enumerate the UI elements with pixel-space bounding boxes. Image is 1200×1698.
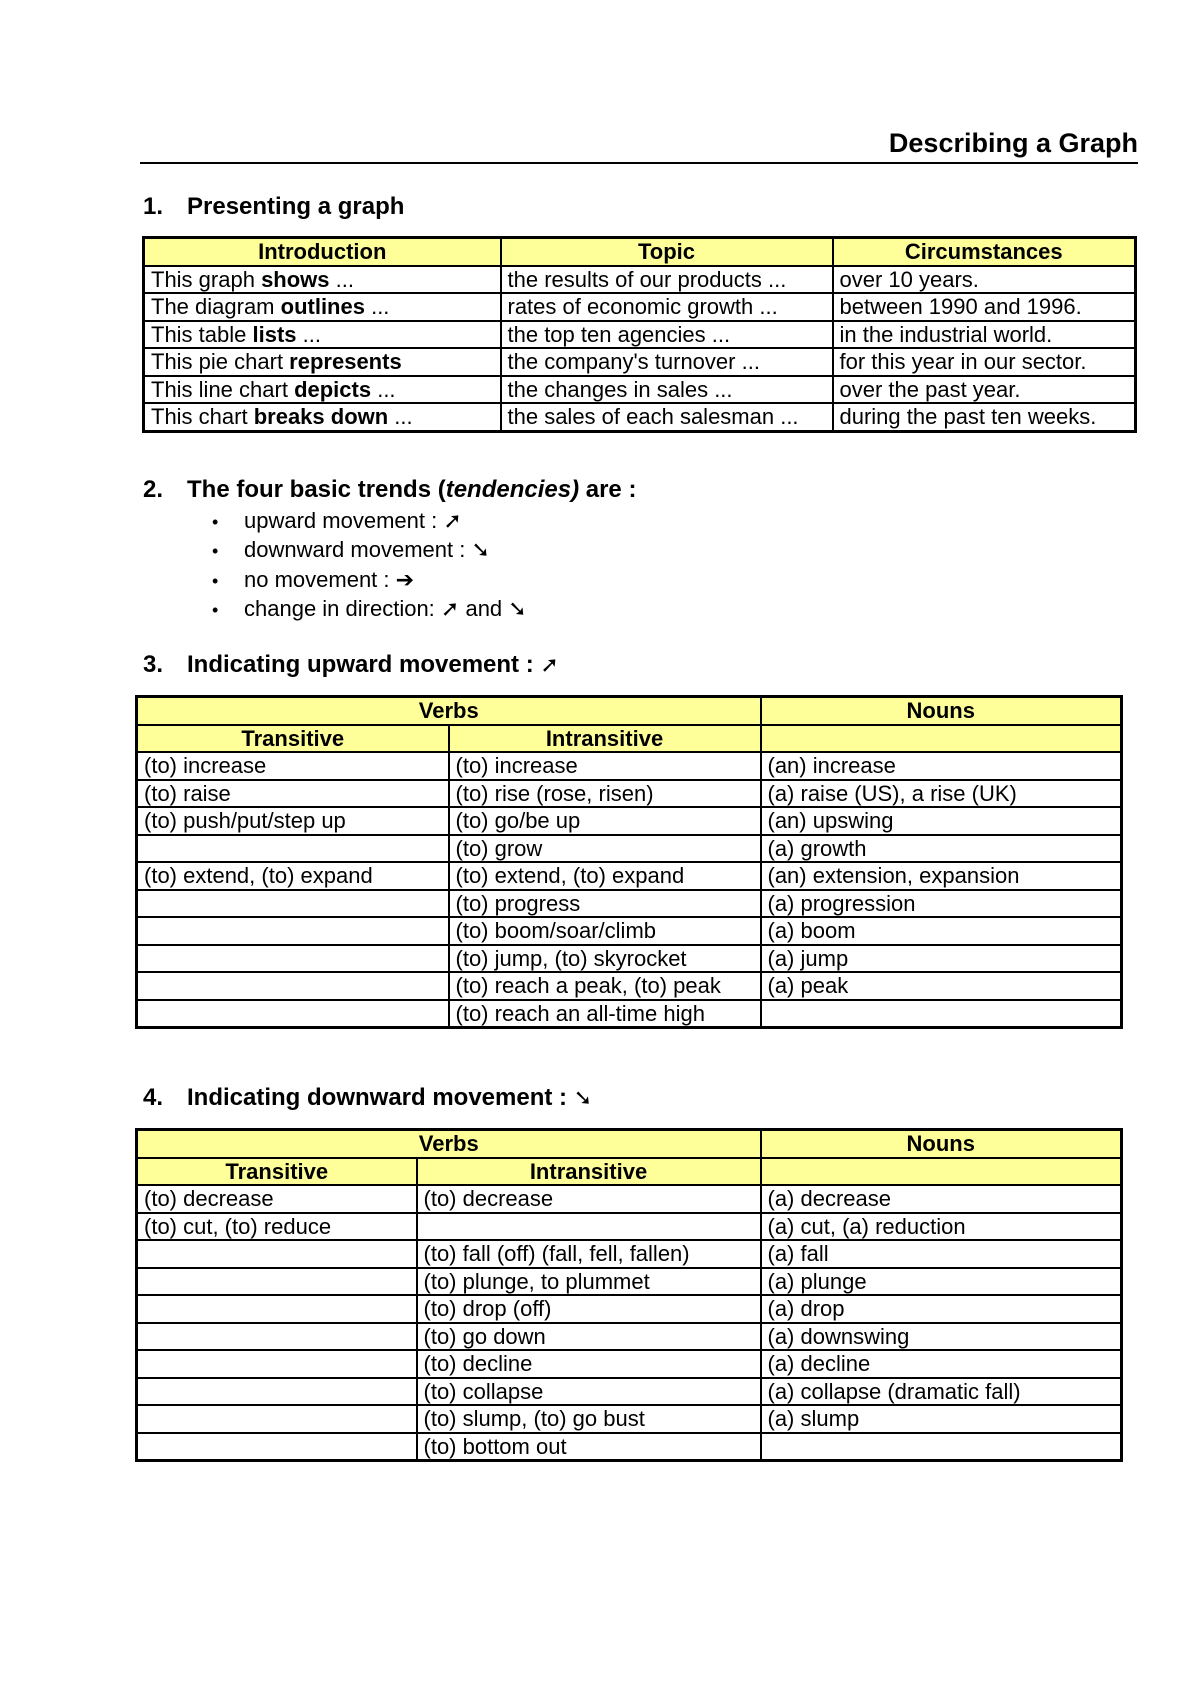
downward-movement-table (135, 1128, 1123, 1462)
list-item (212, 565, 527, 594)
noun-cell: (a) drop (761, 1295, 1122, 1323)
intro-text: This table (151, 321, 253, 347)
intransitive-cell: (to) plunge, to plummet (417, 1268, 761, 1296)
intransitive-cell (417, 1213, 761, 1241)
transitive-cell (137, 1323, 417, 1351)
nouns-header: Nouns (761, 697, 1122, 725)
table-row (137, 1433, 1122, 1461)
bullet-icon: • (212, 541, 219, 562)
circumstances-cell: during the past ten weeks. (833, 403, 1136, 431)
noun-cell: (a) collapse (dramatic fall) (761, 1378, 1122, 1406)
transitive-cell (137, 1433, 417, 1461)
table-row (144, 293, 1136, 321)
transitive-cell (137, 1378, 417, 1406)
transitive-cell (137, 945, 449, 973)
table-row (137, 780, 1122, 808)
list-item (212, 594, 527, 623)
section-number: 2. (143, 476, 164, 503)
table-row (144, 376, 1136, 404)
transitive-cell (137, 1268, 417, 1296)
table-row (137, 1350, 1122, 1378)
intro-text: This line chart (151, 376, 295, 402)
transitive-cell (137, 1405, 417, 1433)
intro-ellipsis: ... (296, 321, 321, 347)
table-row (137, 917, 1122, 945)
down-arrow-icon: ➘ (573, 1086, 593, 1111)
verbs-header: Verbs (137, 1130, 761, 1158)
intro-text: This chart (151, 404, 254, 430)
section-number: 1. (143, 193, 164, 220)
table-header-row (137, 1130, 1122, 1158)
table-row (137, 1323, 1122, 1351)
empty-header-cell (761, 1158, 1122, 1186)
noun-cell: (a) boom (761, 917, 1122, 945)
table-subheader-row (137, 1158, 1122, 1186)
transitive-cell (137, 972, 449, 1000)
trend-arrow-icon: ➘ (508, 596, 527, 622)
table-row (137, 835, 1122, 863)
transitive-cell (137, 1350, 417, 1378)
bullet-icon: • (212, 570, 219, 591)
table-row (137, 1000, 1122, 1028)
intro-text: This graph (151, 266, 262, 292)
transitive-cell (137, 1295, 417, 1323)
noun-cell: (a) decline (761, 1350, 1122, 1378)
verbs-header: Verbs (137, 697, 761, 725)
circumstances-cell: over 10 years. (833, 266, 1136, 294)
section-number: 4. (143, 1084, 164, 1111)
intro-cell (144, 376, 501, 404)
transitive-cell: (to) extend, (to) expand (137, 862, 449, 890)
noun-cell (761, 1000, 1122, 1028)
trend-text: upward movement : (244, 508, 444, 533)
circumstances-cell: over the past year. (833, 376, 1136, 404)
intro-verb: lists (252, 321, 297, 347)
circumstances-cell: between 1990 and 1996. (833, 293, 1136, 321)
table-row (137, 862, 1122, 890)
section-title-italic: tendencies) (445, 476, 580, 503)
section-title: Indicating upward movement : (187, 651, 541, 678)
section-3-heading (143, 651, 559, 679)
trend-text: downward movement : (244, 537, 472, 563)
col-header-introduction: Introduction (144, 238, 501, 266)
trend-arrow-icon: ➘ (471, 538, 490, 564)
intransitive-cell: (to) decline (417, 1350, 761, 1378)
circumstances-cell: in the industrial world. (833, 321, 1136, 349)
intransitive-cell: (to) increase (449, 752, 761, 780)
topic-cell: the top ten agencies ... (501, 321, 833, 349)
topic-cell: the company's turnover ... (501, 348, 833, 376)
transitive-cell (137, 890, 449, 918)
intro-ellipsis: ... (364, 294, 390, 320)
empty-header-cell (761, 725, 1122, 753)
intransitive-cell: (to) reach a peak, (to) peak (449, 972, 761, 1000)
table-row (144, 403, 1136, 431)
section-2-heading (143, 476, 636, 504)
transitive-header: Transitive (137, 725, 449, 753)
intro-text: This pie chart (151, 349, 290, 375)
trend-list (212, 506, 527, 623)
intransitive-header: Intransitive (417, 1158, 761, 1186)
list-item (212, 506, 527, 535)
intro-cell (144, 293, 501, 321)
table-row (137, 1240, 1122, 1268)
intransitive-cell: (to) reach an all-time high (449, 1000, 761, 1028)
intransitive-cell: (to) rise (rose, risen) (449, 780, 761, 808)
noun-cell: (an) upswing (761, 807, 1122, 835)
transitive-cell: (to) decrease (137, 1185, 417, 1213)
transitive-cell (137, 835, 449, 863)
intro-verb: shows (261, 266, 330, 292)
table-row (137, 890, 1122, 918)
transitive-cell (137, 917, 449, 945)
intro-cell (144, 266, 501, 294)
circumstances-cell: for this year in our sector. (833, 348, 1136, 376)
intransitive-cell: (to) boom/soar/climb (449, 917, 761, 945)
intransitive-cell: (to) fall (off) (fall, fell, fallen) (417, 1240, 761, 1268)
transitive-cell: (to) raise (137, 780, 449, 808)
trend-arrow-icon: ➚ (440, 596, 460, 622)
table-row (137, 1185, 1122, 1213)
noun-cell (761, 1433, 1122, 1461)
noun-cell: (a) progression (761, 890, 1122, 918)
table-row (137, 1213, 1122, 1241)
transitive-header: Transitive (137, 1158, 417, 1186)
noun-cell: (a) peak (761, 972, 1122, 1000)
table-row (137, 1295, 1122, 1323)
intransitive-cell: (to) go down (417, 1323, 761, 1351)
trend-arrow-icon: ➔ (395, 567, 415, 593)
table-row (137, 807, 1122, 835)
intransitive-cell: (to) drop (off) (417, 1295, 761, 1323)
intro-verb: represents (289, 349, 402, 375)
title-underline (140, 162, 1138, 164)
bullet-icon: • (212, 512, 219, 532)
table-row (144, 348, 1136, 376)
topic-cell: rates of economic growth ... (501, 293, 833, 321)
presenting-graph-table (142, 236, 1137, 433)
intransitive-cell: (to) go/be up (449, 807, 761, 835)
noun-cell: (a) cut, (a) reduction (761, 1213, 1122, 1241)
section-title-part: The four basic trends ( (187, 476, 446, 503)
transitive-cell (137, 1000, 449, 1028)
intro-verb: breaks down (253, 404, 389, 430)
intro-ellipsis: ... (388, 404, 413, 430)
transitive-cell: (to) cut, (to) reduce (137, 1213, 417, 1241)
intransitive-cell: (to) grow (449, 835, 761, 863)
intransitive-cell: (to) decrease (417, 1185, 761, 1213)
section-1-heading (143, 193, 404, 221)
topic-cell: the results of our products ... (501, 266, 833, 294)
topic-cell: the sales of each salesman ... (501, 403, 833, 431)
transitive-cell: (to) push/put/step up (137, 807, 449, 835)
topic-cell: the changes in sales ... (501, 376, 833, 404)
col-header-circumstances: Circumstances (833, 238, 1136, 266)
up-arrow-icon: ➚ (540, 653, 559, 678)
intro-text: The diagram (151, 294, 281, 320)
table-row (144, 321, 1136, 349)
intro-ellipsis: ... (371, 376, 396, 402)
trend-arrow-icon: ➚ (443, 509, 462, 534)
document-title: Describing a Graph (888, 128, 1138, 158)
section-title: Indicating downward movement : (187, 1084, 574, 1111)
noun-cell: (a) plunge (761, 1268, 1122, 1296)
section-number: 3. (143, 651, 164, 678)
section-title: Presenting a graph (187, 193, 405, 220)
table-row (137, 1405, 1122, 1433)
noun-cell: (an) extension, expansion (761, 862, 1122, 890)
noun-cell: (a) slump (761, 1405, 1122, 1433)
table-header-row (137, 697, 1122, 725)
transitive-cell (137, 1240, 417, 1268)
intransitive-cell: (to) slump, (to) go bust (417, 1405, 761, 1433)
intro-ellipsis: ... (329, 266, 354, 292)
list-item (212, 535, 527, 564)
table-header-row (144, 238, 1136, 266)
intro-verb: depicts (294, 376, 372, 402)
intransitive-cell: (to) progress (449, 890, 761, 918)
col-header-topic: Topic (501, 238, 833, 266)
table-subheader-row (137, 725, 1122, 753)
table-row (137, 752, 1122, 780)
intro-verb: outlines (280, 294, 365, 320)
section-title-part: are : (579, 476, 637, 503)
transitive-cell: (to) increase (137, 752, 449, 780)
intransitive-header: Intransitive (449, 725, 761, 753)
noun-cell: (a) fall (761, 1240, 1122, 1268)
table-row (137, 1268, 1122, 1296)
noun-cell: (a) jump (761, 945, 1122, 973)
noun-cell: (a) raise (US), a rise (UK) (761, 780, 1122, 808)
trend-text: no movement : (244, 566, 396, 592)
table-row (137, 1378, 1122, 1406)
intransitive-cell: (to) bottom out (417, 1433, 761, 1461)
table-row (137, 972, 1122, 1000)
table-row (137, 945, 1122, 973)
intransitive-cell: (to) jump, (to) skyrocket (449, 945, 761, 973)
table-row (144, 266, 1136, 294)
bullet-icon: • (212, 599, 219, 620)
nouns-header: Nouns (761, 1130, 1122, 1158)
noun-cell: (a) decrease (761, 1185, 1122, 1213)
intro-cell (144, 403, 501, 431)
section-4-heading (143, 1084, 592, 1112)
noun-cell: (a) downswing (761, 1323, 1122, 1351)
intro-cell (144, 348, 501, 376)
upward-movement-table (135, 695, 1123, 1029)
trend-text: change in direction: (244, 595, 441, 621)
trend-joiner: and (459, 595, 509, 621)
noun-cell: (a) growth (761, 835, 1122, 863)
intransitive-cell: (to) extend, (to) expand (449, 862, 761, 890)
intransitive-cell: (to) collapse (417, 1378, 761, 1406)
noun-cell: (an) increase (761, 752, 1122, 780)
intro-cell (144, 321, 501, 349)
